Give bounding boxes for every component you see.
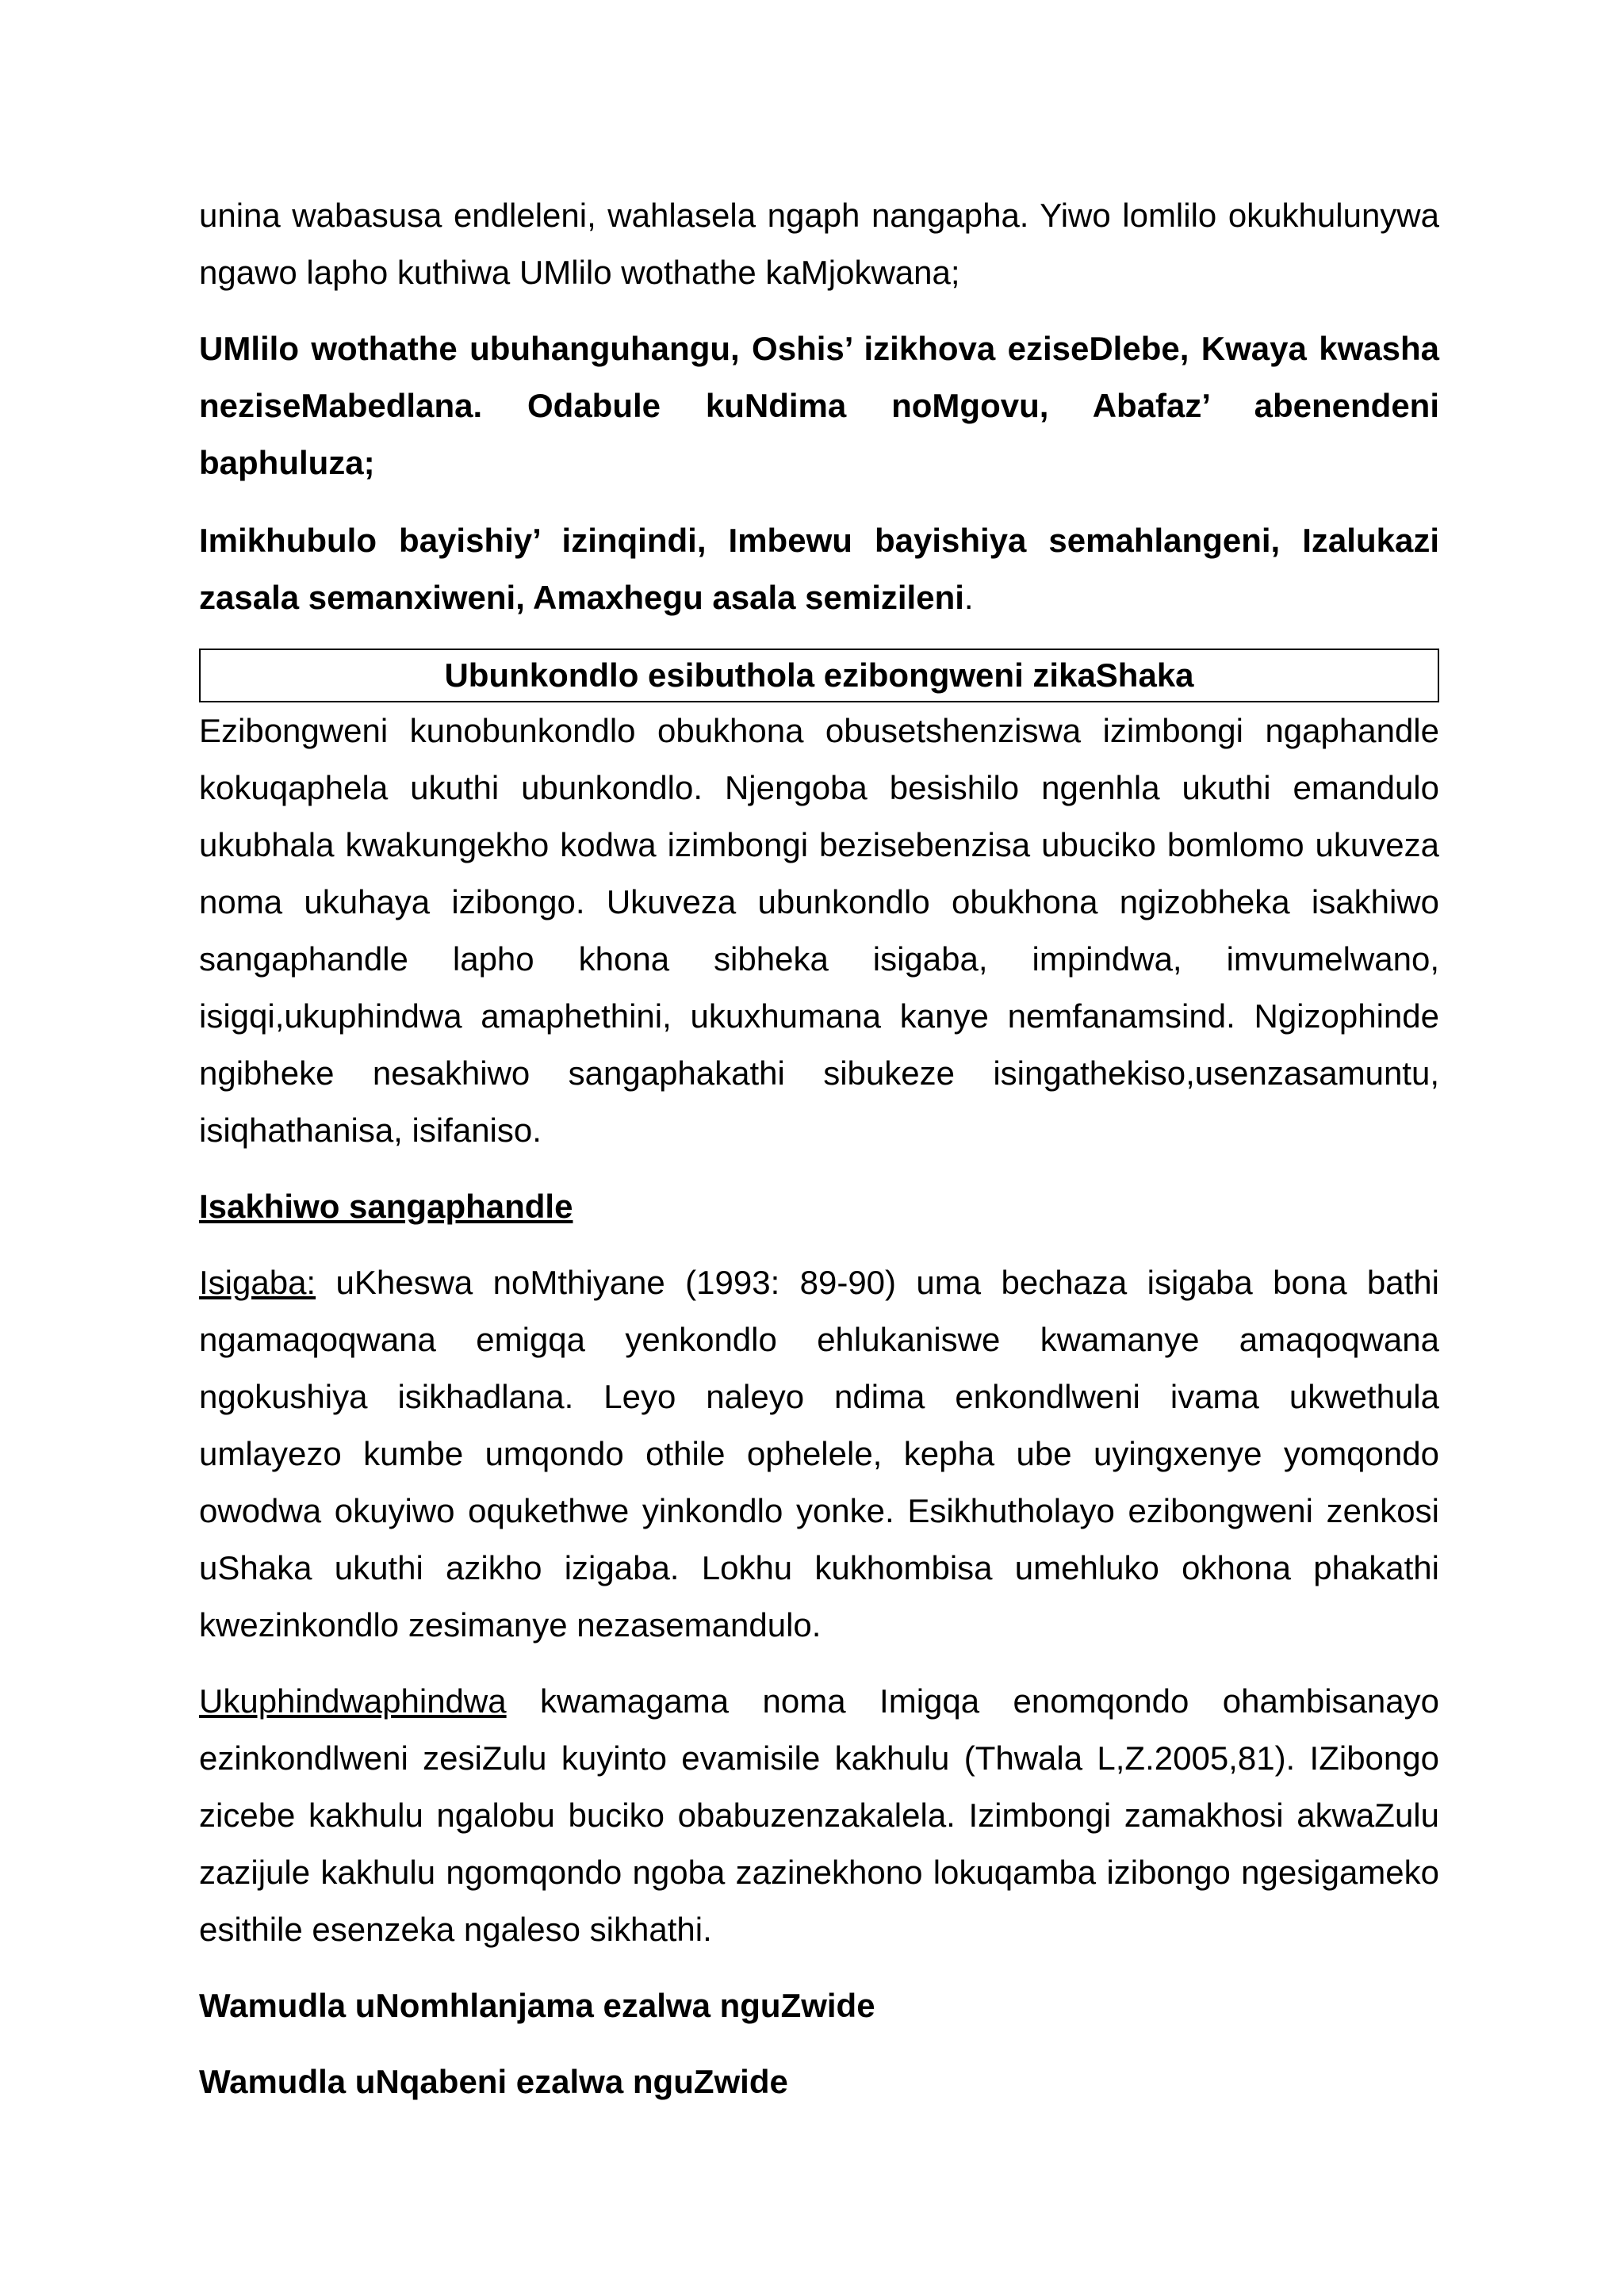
praise-verse-2 xyxy=(199,512,1439,626)
term-ukuphindwaphindwa: Ukuphindwaphindwa xyxy=(199,1682,507,1720)
praise-verse-2-text: Imikhubulo bayishiy’ izinqindi, Imbewu bayishiya semahlangeni, Izalukazi zasala semanxiweni, Amaxhegu asala semizileni xyxy=(199,522,1439,616)
heading-isakhiwo-sangaphandle: Isakhiwo sangaphandle xyxy=(199,1188,573,1225)
praise-verse-2-end: . xyxy=(963,579,974,616)
paragraph-intro: unina wabasusa endleleni, wahlasela ngaph nangapha. Yiwo lomlilo okukhulunywa ngawo lapho kuthiwa UMlilo wothathe kaMjokwana; xyxy=(199,197,1439,291)
praise-line-1: Wamudla uNomhlanjama ezalwa nguZwide xyxy=(199,1987,875,2024)
praise-line-2: Wamudla uNqabeni ezalwa nguZwide xyxy=(199,2063,788,2100)
document-page xyxy=(199,187,1439,2110)
paragraph-ubunkondlo: Ezibongweni kunobunkondlo obukhona obusetshenziswa izimbongi ngaphandle kokuqaphela ukuthi ubunkondlo. Njengoba besishilo ngenhla ukuthi emandulo ukubhala kwakungekho kodwa izimbongi bezisebenzisa ubuciko bomlomo ukuveza noma ukuhaya izibongo. Ukuveza ubunkondlo obukhona ngizobheka isakhiwo sangaphandle lapho khona sibheka isigaba, impindwa, imvumelwano, isigqi,ukuphindwa amaphethini, ukuxhumana kanye nemfanamsind. Ngizophinde ngibheke nesakhiwo sangaphakathi sibukeze isingathekiso,usenzasamuntu, isiqhathanisa, isifaniso. xyxy=(199,712,1439,1149)
section-title-box: Ubunkondlo esibuthola ezibongweni zikaShaka xyxy=(199,649,1439,702)
paragraph-isigaba-text: uKheswa noMthiyane (1993: 89-90) uma bechaza isigaba bona bathi ngamaqoqwana emigqa yenkondlo ehlukaniswe kwamanye amaqoqwana ngokushiya isikhadlana. Leyo naleyo ndima enkondlweni ivama ukwethula umlayezo kumbe umqondo othile ophelele, kepha ube uyingxenye yomqondo owodwa okuyiwo oqukethwe yinkondlo yonke. Esikhutholayo ezibongweni zenkosi uShaka ukuthi azikho izigaba. Lokhu kukhombisa umehluko okhona phakathi kwezinkondlo zesimanye nezasemandulo. xyxy=(199,1264,1439,1644)
paragraph-ukuphindwaphindwa xyxy=(199,1673,1439,1958)
praise-verse-1: UMlilo wothathe ubuhanguhangu, Oshis’ izikhova eziseDlebe, Kwaya kwasha neziseMabedlana. Odabule kuNdima noMgovu, Abafaz’ abenendeni baphuluza; xyxy=(199,330,1439,481)
paragraph-ukuphindwaphindwa-text: kwamagama noma Imigqa enomqondo ohambisanayo ezinkondlweni zesiZulu kuyinto evamisile kakhulu (Thwala L,Z.2005,81). IZibongo zicebe kakhulu ngalobu buciko obabuzenzakalela. Izimbongi zamakhosi akwaZulu zazijule kakhulu ngomqondo ngoba zazinekhono lokuqamba izibongo ngesigameko esithile esenzeka ngaleso sikhathi. xyxy=(199,1682,1439,1948)
paragraph-isigaba xyxy=(199,1254,1439,1654)
term-isigaba: Isigaba: xyxy=(199,1264,316,1301)
